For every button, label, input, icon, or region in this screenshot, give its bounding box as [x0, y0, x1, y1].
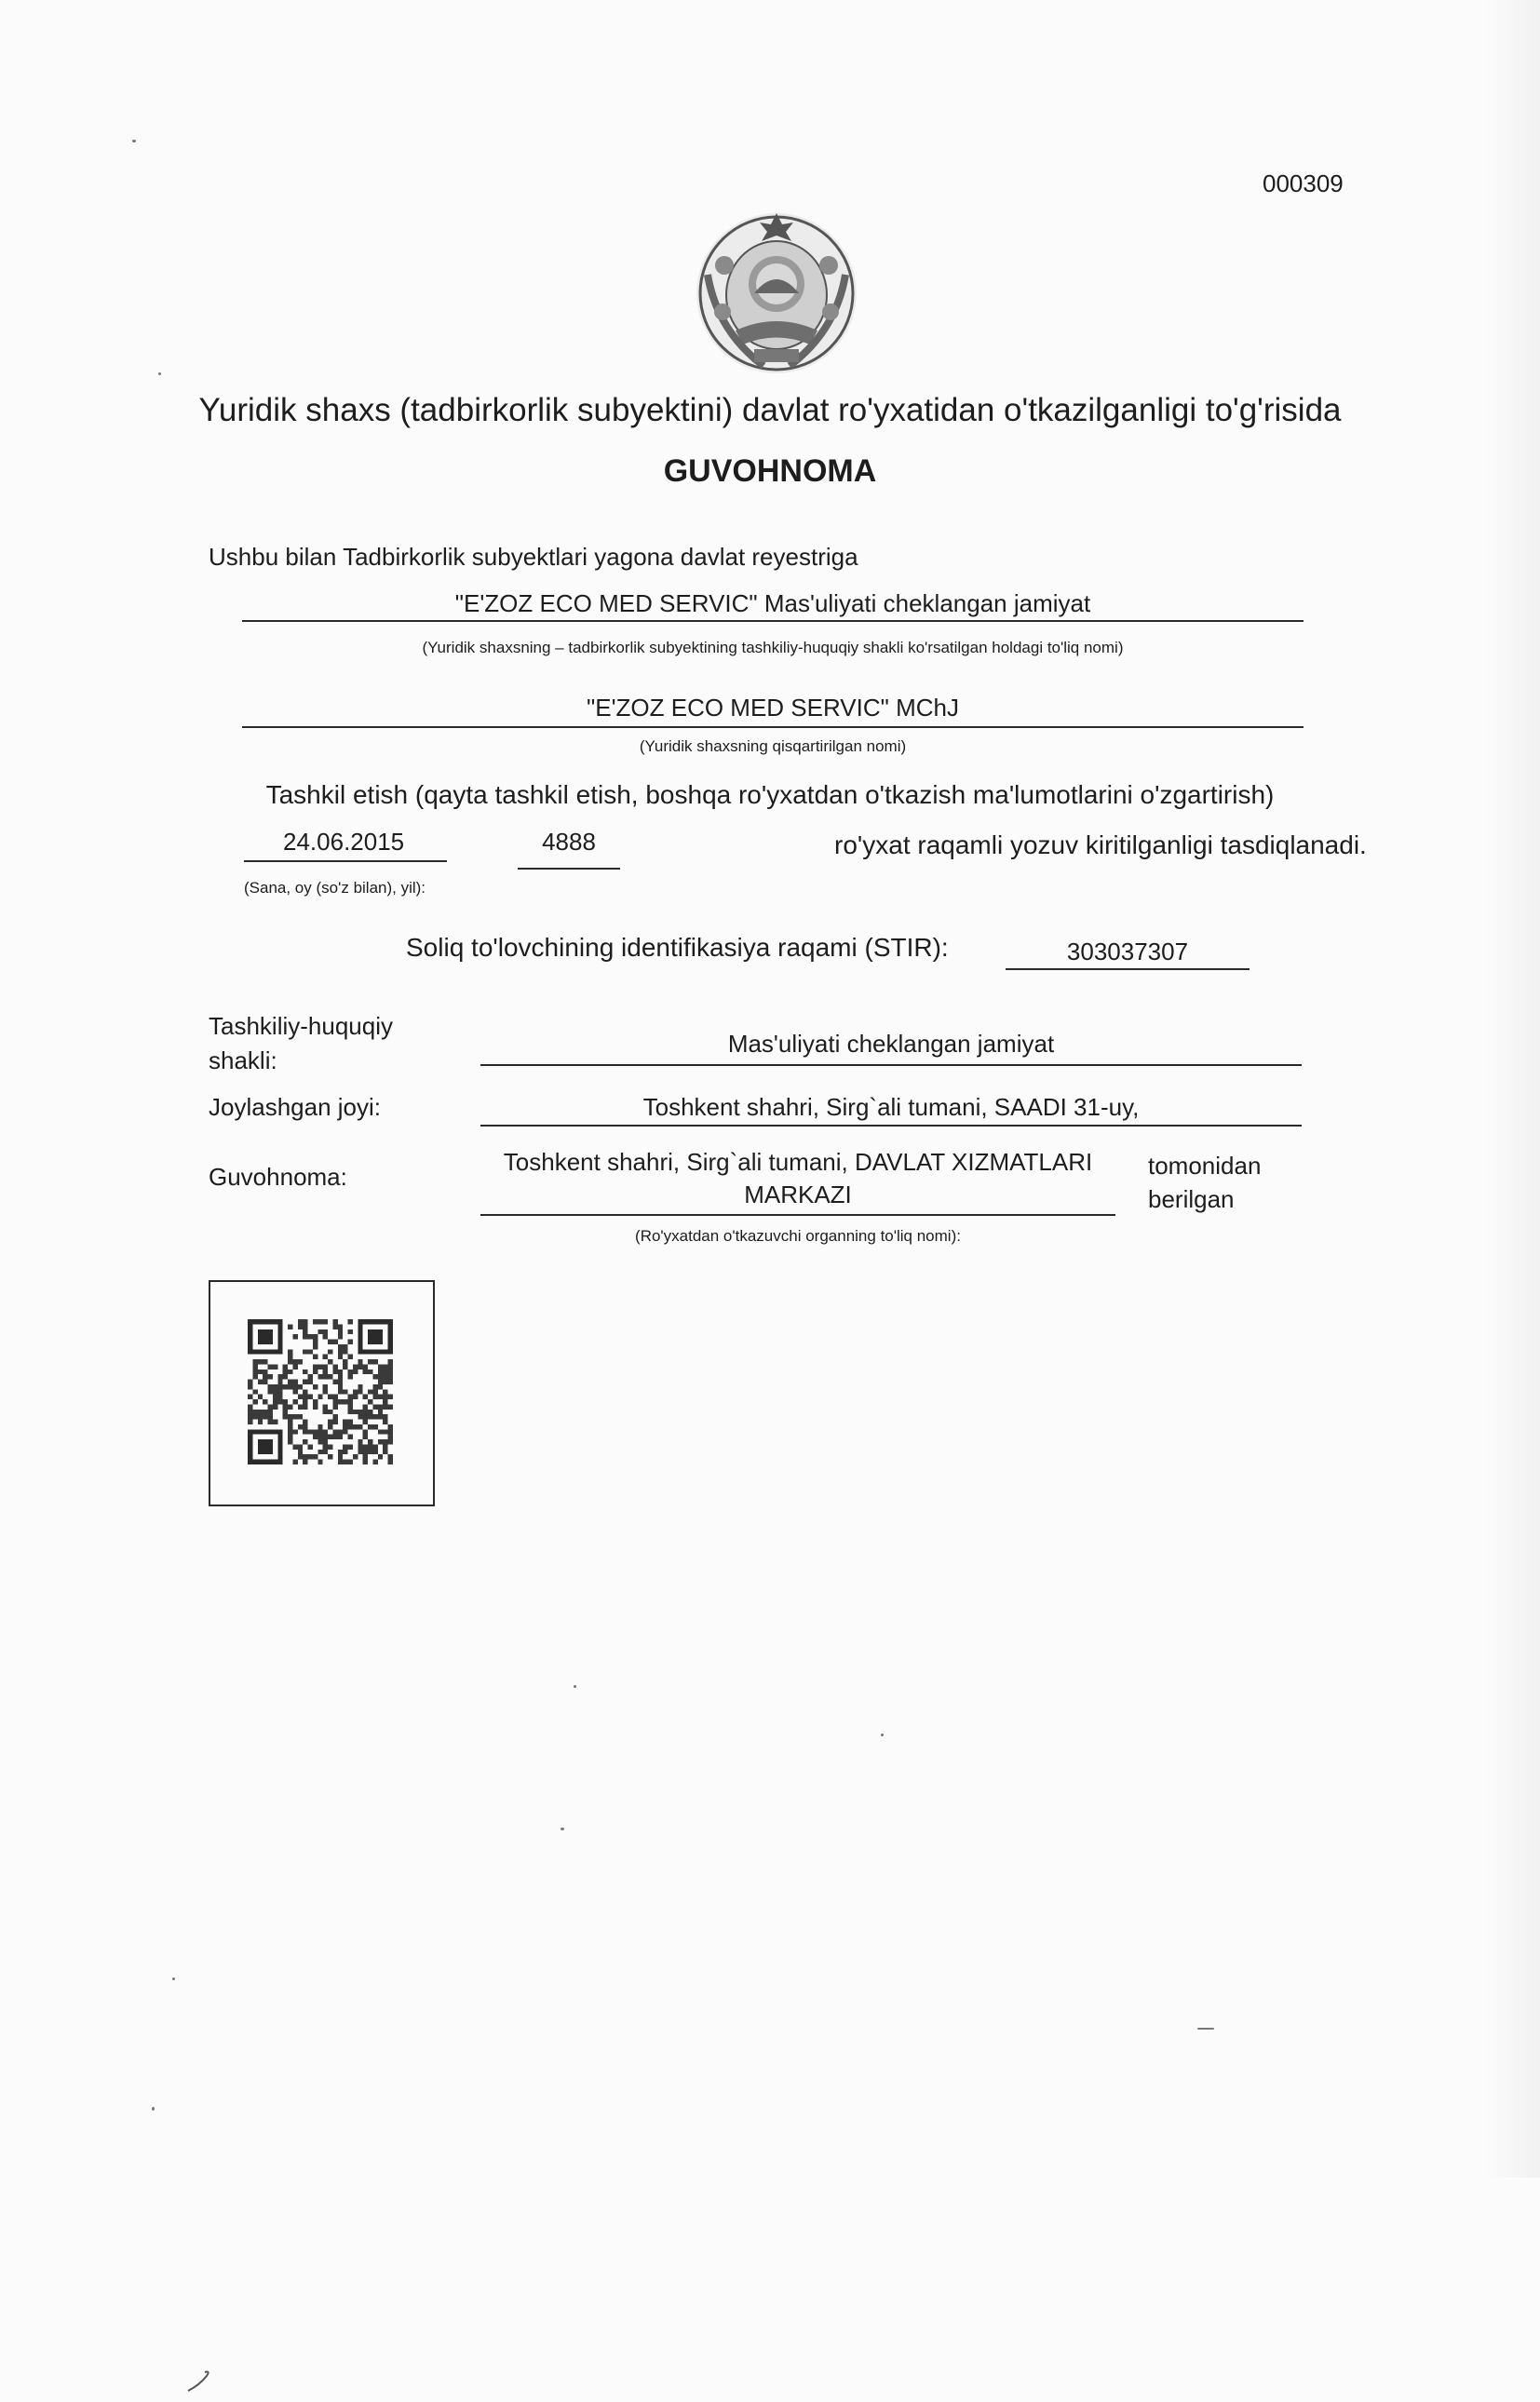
- record-number-underline: [518, 868, 620, 870]
- intro-text: Ushbu bilan Tadbirkorlik subyektlari yagona davlat reyestriga: [209, 543, 858, 571]
- legal-form-value: Mas'uliyati cheklangan jamiyat: [727, 1030, 1055, 1058]
- scan-speck: [881, 1734, 884, 1736]
- confirmation-text: ro'yxat raqamli yozuv kiritilganligi tasdiqlanadi.: [834, 830, 1367, 859]
- issued-by-line-1: tomonidan: [1148, 1152, 1262, 1180]
- legal-form-label-line2: shakli:: [209, 1046, 277, 1074]
- scan-speck: [152, 2107, 155, 2111]
- date-caption: (Sana, oy (so'z bilan), yil):: [244, 879, 426, 897]
- legal-form-underline: [480, 1064, 1302, 1066]
- location-label: Joylashgan joyi:: [209, 1093, 381, 1121]
- date-underline: [244, 860, 447, 862]
- short-name-caption: (Yuridik shaxsning qisqartirilgan nomi): [639, 737, 907, 755]
- certificate-label: Guvohnoma:: [209, 1163, 347, 1191]
- scan-speck: [158, 372, 161, 375]
- registration-date: 24.06.2015: [283, 828, 405, 856]
- record-number: 4888: [542, 828, 596, 856]
- scan-speck: [172, 1977, 175, 1980]
- scan-speck: [574, 1685, 576, 1688]
- scan-speck: [561, 1828, 564, 1830]
- full-name-underline: [242, 620, 1304, 622]
- location-value: Toshkent shahri, Sirg`ali tumani, SAADI 31-uy,: [642, 1093, 1140, 1121]
- document-title: Yuridik shaxs (tadbirkorlik subyektini) davlat ro'yxatidan o'tkazilganligi to'g'risida: [198, 392, 1342, 428]
- full-name-value: "E'ZOZ ECO MED SERVIC" Mas'uliyati cheklangan jamiyat: [454, 589, 1091, 617]
- qr-frame: [209, 1280, 435, 1506]
- establishment-text: Tashkil etish (qayta tashkil etish, boshqa ro'yxatdan o'tkazish ma'lumotlarini o'zgartirish): [265, 780, 1275, 809]
- issuer-caption: (Ro'yxatdan o'tkazuvchi organning to'liq nomi):: [635, 1227, 961, 1245]
- scan-speck: [132, 140, 136, 142]
- tin-value: 303037307: [1066, 938, 1189, 965]
- state-emblem-icon: [689, 200, 864, 379]
- full-name-caption: (Yuridik shaxsning – tadbirkorlik subyektining tashkiliy-huquqiy shakli ko'rsatilgan holdagi to'liq nomi): [422, 639, 1124, 656]
- legal-form-label-line1: Tashkiliy-huquqiy: [209, 1012, 393, 1040]
- document-heading: GUVOHNOMA: [663, 453, 877, 489]
- qr-code-icon: [248, 1317, 393, 1466]
- location-underline: [480, 1125, 1302, 1127]
- serial-number: 000309: [1263, 169, 1344, 197]
- short-name-underline: [242, 726, 1304, 728]
- tin-label: Soliq to'lovchining identifikasiya raqami (STIR):: [406, 933, 949, 962]
- scan-speck: [1197, 2028, 1214, 2030]
- short-name-value: "E'ZOZ ECO MED SERVIC" MChJ: [587, 694, 959, 722]
- issued-by-line-2: berilgan: [1148, 1185, 1235, 1213]
- issuer-line-1: Toshkent shahri, Sirg`ali tumani, DAVLAT XIZMATLARI: [503, 1148, 1093, 1176]
- ink-scribble-icon: [179, 2354, 225, 2400]
- issuer-line-2: MARKAZI: [744, 1181, 852, 1208]
- scan-edge-shadow: [1484, 0, 1540, 2178]
- tin-underline: [1006, 968, 1250, 970]
- issuer-underline: [480, 1214, 1115, 1216]
